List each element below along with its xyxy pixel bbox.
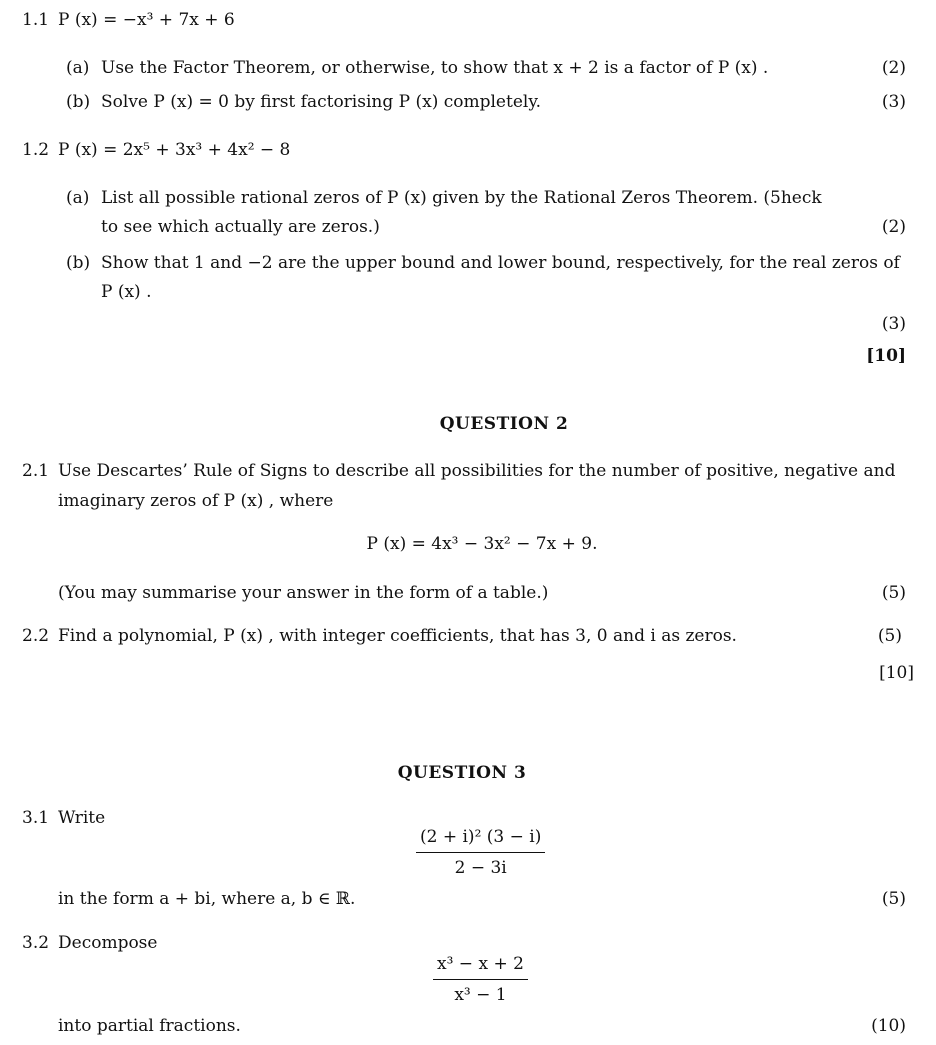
question-1-total: [10] (866, 346, 906, 366)
item-1-1a-label: (a) (66, 58, 90, 78)
item-1-2b-label: (b) (66, 253, 91, 273)
item-2-1-equation: P (x) = 4x³ − 3x² − 7x + 9. (366, 534, 598, 554)
item-2-1-number: 2.1 (22, 461, 50, 481)
item-1-1a-marks: (2) (881, 58, 906, 78)
item-1-2b-line1: Show that 1 and −2 are the upper bound and lower bound, respectively, for the real zeros of (101, 253, 900, 273)
item-1-1b-text: Solve P (x) = 0 by first factorising P (x) completely. (101, 92, 542, 112)
item-1-2-expression: P (x) = 2x⁵ + 3x³ + 4x² − 8 (58, 140, 291, 160)
item-1-1a-text: Use the Factor Theorem, or otherwise, to show that x + 2 is a factor of P (x) . (101, 58, 769, 78)
item-1-2a-line1: List all possible rational zeros of P (x) given by the Rational Zeros Theorem. (5heck (101, 188, 822, 208)
item-2-1-line2: imaginary zeros of P (x) , where (58, 491, 334, 511)
item-2-1-note: (You may summarise your answer in the form of a table.) (58, 583, 549, 603)
item-1-2a-line2: to see which actually are zeros.) (101, 217, 380, 237)
item-3-1-denominator: 2 − 3i (454, 858, 507, 878)
question-2-total: [10] (879, 663, 914, 683)
item-3-1-numerator: (2 + i)² (3 − i) (416, 825, 545, 853)
item-1-2a-label: (a) (66, 188, 90, 208)
item-2-1-marks: (5) (881, 583, 906, 603)
item-1-2-number: 1.2 (22, 140, 50, 160)
item-3-1-text: in the form a + bi, where a, b ∈ ℝ. (58, 889, 356, 909)
item-1-1b-label: (b) (66, 92, 91, 112)
question-2-heading: QUESTION 2 (439, 414, 569, 434)
item-1-2b-line2: P (x) . (101, 282, 152, 302)
item-3-2-numerator: x³ − x + 2 (433, 952, 528, 980)
item-3-1-fraction (416, 825, 545, 880)
item-3-2-denominator: x³ − 1 (454, 985, 507, 1005)
item-3-2-fraction (433, 952, 528, 1007)
item-2-2-number: 2.2 (22, 626, 50, 646)
item-3-1-intro: Write (58, 808, 106, 828)
item-1-1b-marks: (3) (881, 92, 906, 112)
item-1-1-number: 1.1 (22, 10, 50, 30)
item-3-1-number: 3.1 (22, 808, 50, 828)
item-2-2-text: Find a polynomial, P (x) , with integer coefficients, that has 3, 0 and i as zeros. (58, 626, 737, 646)
item-3-1-marks: (5) (881, 889, 906, 909)
item-1-2b-marks: (3) (881, 314, 906, 334)
item-1-2a-marks: (2) (881, 217, 906, 237)
item-3-2-marks: (10) (871, 1016, 906, 1036)
item-1-1-expression: P (x) = −x³ + 7x + 6 (58, 10, 235, 30)
item-3-2-text: into partial fractions. (58, 1016, 241, 1036)
item-3-2-intro: Decompose (58, 933, 158, 953)
item-3-2-number: 3.2 (22, 933, 50, 953)
question-3-heading: QUESTION 3 (397, 763, 527, 783)
item-2-1-line1: Use Descartes’ Rule of Signs to describe all possibilities for the number of positive, negative and (58, 461, 896, 481)
item-2-2-marks: (5) (877, 626, 902, 646)
